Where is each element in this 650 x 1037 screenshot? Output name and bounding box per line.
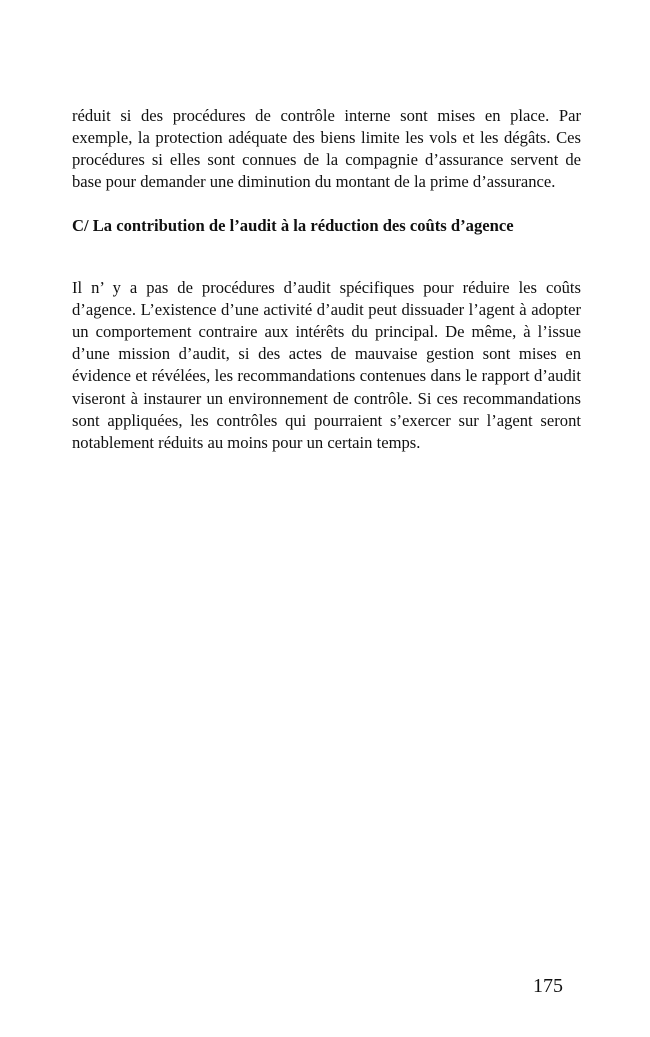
section-heading: C/ La contribution de l’audit à la réduction des coûts d’agence — [72, 216, 514, 235]
page-number: 175 — [533, 975, 563, 997]
paragraph-insurance-controls: réduit si des procédures de contrôle interne sont mises en place. Par exemple, la protection adéquate des biens limite les vols et les dégâts. Ces procédures si elles sont connues de la compagnie d’assurance servent de base pour demander une diminution du montant de la prime d’assurance. — [72, 105, 581, 192]
paragraph-audit-agency-costs: Il n’ y a pas de procédures d’audit spécifiques pour réduire les coûts d’agence. L’existence d’une activité d’audit peut dissuader l’agent à adopter un comportement contraire aux intérêts du principal. De même, à l’issue d’une mission d’audit, si des actes de mauvaise gestion sont mises en évidence et révélées, les recommandations contenues dans le rapport d’audit viseront à instaurer un environnement de contrôle. Si ces recommandations sont appliquées, les contrôles qui pourraient s’exercer sur l’agent seront notablement réduits au moins pour un certain temps. — [72, 277, 581, 453]
